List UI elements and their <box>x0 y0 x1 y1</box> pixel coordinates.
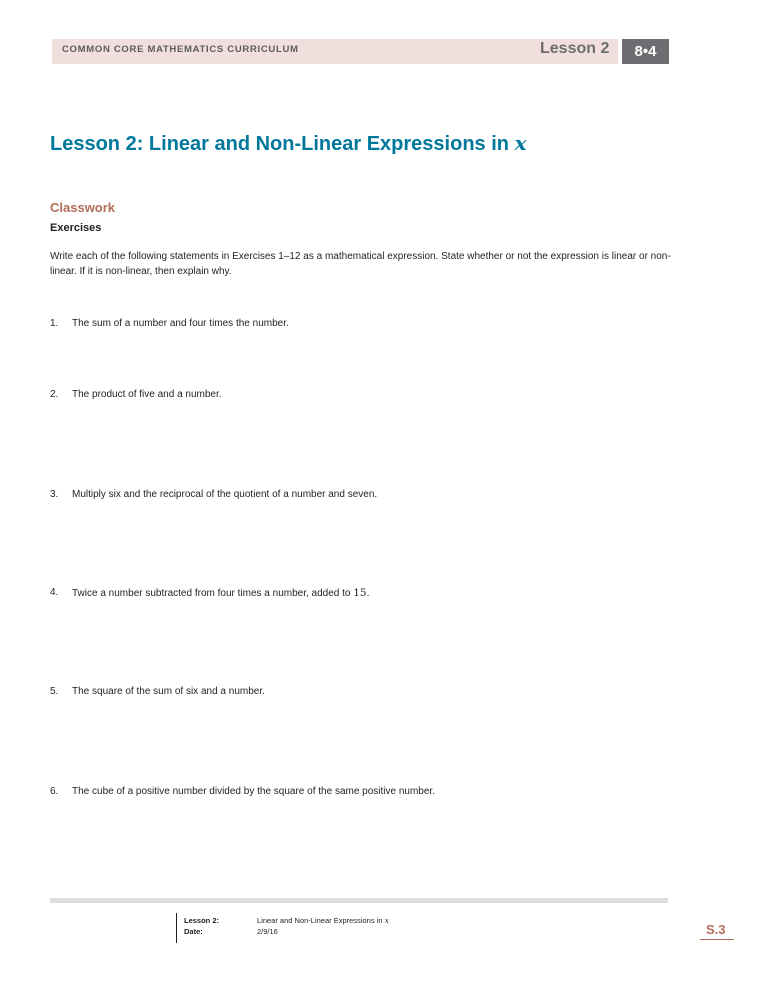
footer-lesson-title: Linear and Non-Linear Expressions in <box>257 916 385 925</box>
exercise-text: Twice a number subtracted from four times a number, added to <box>72 588 354 599</box>
exercise-number: 5. <box>50 686 59 697</box>
title-variable: x <box>514 131 527 155</box>
exercise-number: 6. <box>50 786 59 797</box>
instructions-paragraph: Write each of the following statements in Exercises 1–12 as a mathematical expression. State whether or not the expression is linear or non-linear. If it is non-linear, then explain why. <box>50 251 671 277</box>
exercise-text: The cube of a positive number divided by the square of the same positive number. <box>72 786 435 797</box>
exercises-heading: Exercises <box>50 222 102 234</box>
exercise-text-tail: . <box>366 588 370 599</box>
exercise-number: 2. <box>50 389 59 400</box>
module-badge <box>622 39 669 64</box>
footer-values <box>257 915 389 937</box>
classwork-heading: Classwork <box>50 200 116 215</box>
page-number: S.3 <box>706 922 726 937</box>
footer-rule <box>50 898 668 903</box>
page-number-underline <box>700 939 734 940</box>
exercise-number: 4. <box>50 587 59 598</box>
exercise-text: The square of the sum of six and a number. <box>72 686 265 697</box>
footer-labels <box>184 915 219 937</box>
footer-lesson-label: Lesson 2: <box>184 916 220 925</box>
exercise-text: The sum of a number and four times the number. <box>72 318 289 329</box>
footer-date: 2/9/16 <box>257 927 278 936</box>
curriculum-label: COMMON CORE MATHEMATICS CURRICULUM <box>62 44 299 55</box>
exercise-text-group <box>72 587 369 599</box>
title-text: Lesson 2: Linear and Non-Linear Expressions in <box>50 133 515 155</box>
lesson-tag: Lesson 2 <box>540 40 610 57</box>
page-title <box>50 131 527 156</box>
exercise-number-value: 15 <box>353 587 367 599</box>
footer-divider <box>176 913 177 943</box>
footer-lesson-title-line <box>257 915 389 926</box>
exercise-number: 1. <box>50 318 59 329</box>
footer-lesson-title-variable: x <box>384 916 389 925</box>
exercise-number: 3. <box>50 489 59 500</box>
footer-date-label: Date: <box>184 927 203 936</box>
exercise-text: The product of five and a number. <box>72 389 222 400</box>
exercise-text: Multiply six and the reciprocal of the quotient of a number and seven. <box>72 489 378 500</box>
module-label: 8•4 <box>634 43 657 60</box>
